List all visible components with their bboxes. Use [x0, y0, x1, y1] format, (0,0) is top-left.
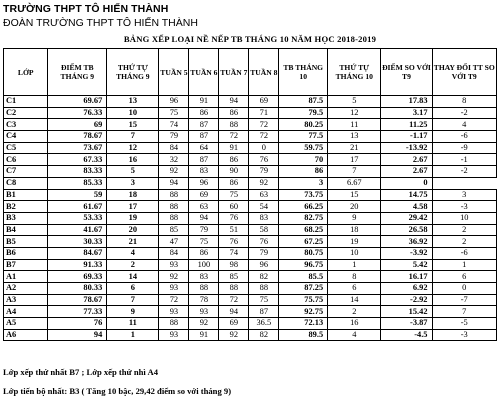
- table-cell: 4.58: [381, 201, 432, 213]
- table-cell: 75.75: [279, 294, 328, 306]
- table-cell: 89.5: [279, 329, 328, 341]
- table-cell: 75: [189, 236, 219, 248]
- table-cell: 85: [159, 224, 189, 236]
- table-cell: 86: [279, 166, 328, 178]
- table-cell: 11.25: [381, 119, 432, 131]
- class-name-cell: B4: [4, 224, 48, 236]
- table-cell: 72: [249, 131, 279, 143]
- table-cell: 15: [328, 189, 381, 201]
- table-cell: 36.92: [381, 236, 432, 248]
- table-cell: 82: [249, 271, 279, 283]
- table-row: [4, 189, 497, 201]
- table-cell: 87.25: [279, 283, 328, 295]
- table-cell: -2.92: [381, 294, 432, 306]
- table-cell: 88: [189, 283, 219, 295]
- table-cell: 63: [189, 201, 219, 213]
- table-cell: 80.25: [279, 119, 328, 131]
- table-cell: 1: [432, 259, 497, 271]
- table-cell: 92: [159, 271, 189, 283]
- table-cell: 7: [107, 131, 159, 143]
- class-name-cell: C7: [4, 166, 48, 178]
- table-cell: 1: [107, 329, 159, 341]
- table-cell: 87: [189, 154, 219, 166]
- table-row: [4, 154, 497, 166]
- col-header: TUẦN 8: [249, 49, 279, 96]
- class-name-cell: A6: [4, 329, 48, 341]
- table-cell: 96: [249, 259, 279, 271]
- table-cell: 0: [249, 142, 279, 154]
- class-name-cell: B3: [4, 212, 48, 224]
- table-cell: 3: [279, 177, 328, 189]
- table-cell: 76.33: [48, 107, 107, 119]
- table-cell: 20: [328, 201, 381, 213]
- col-header: TB THÁNG 10: [279, 49, 328, 96]
- class-name-cell: A4: [4, 306, 48, 318]
- table-cell: 58: [249, 224, 279, 236]
- table-cell: 92: [249, 177, 279, 189]
- table-row: [4, 166, 497, 178]
- table-cell: 59: [48, 189, 107, 201]
- table-row: [4, 271, 497, 283]
- table-cell: -7: [432, 294, 497, 306]
- table-cell: 29.42: [381, 212, 432, 224]
- top-classes-note: Lớp xếp thứ nhất B7 ; Lớp xếp thứ nhì A4: [3, 367, 158, 377]
- table-row: [4, 201, 497, 213]
- table-row: [4, 247, 497, 259]
- table-cell: 91: [219, 142, 249, 154]
- table-cell: 6: [107, 283, 159, 295]
- table-cell: 14: [107, 271, 159, 283]
- table-cell: 92.75: [279, 306, 328, 318]
- col-header: THỨ TỰ THÁNG 9: [107, 49, 159, 96]
- table-cell: -6: [432, 247, 497, 259]
- col-header: THỨ TỰ THÁNG 10: [328, 49, 381, 96]
- table-cell: 17: [107, 201, 159, 213]
- table-cell: 75: [159, 107, 189, 119]
- table-cell: 1: [328, 259, 381, 271]
- table-cell: 5: [328, 96, 381, 108]
- table-cell: 86: [189, 107, 219, 119]
- table-cell: 76: [219, 212, 249, 224]
- table-cell: 16.17: [381, 271, 432, 283]
- class-name-cell: C1: [4, 96, 48, 108]
- table-cell: 96: [189, 177, 219, 189]
- table-cell: 94: [48, 329, 107, 341]
- table-cell: 100: [189, 259, 219, 271]
- class-name-cell: B5: [4, 236, 48, 248]
- table-row: [4, 329, 497, 341]
- table-cell: 94: [159, 177, 189, 189]
- table-cell: 86: [219, 107, 249, 119]
- table-cell: 3: [432, 189, 497, 201]
- table-row: [4, 224, 497, 236]
- table-cell: 17.83: [381, 96, 432, 108]
- col-header: ĐIỂM TB THÁNG 9: [48, 49, 107, 96]
- table-cell: 82.75: [279, 212, 328, 224]
- col-header: TUẦN 7: [219, 49, 249, 96]
- table-cell: 87.5: [279, 96, 328, 108]
- table-cell: 98: [219, 259, 249, 271]
- table-cell: 93: [159, 306, 189, 318]
- class-name-cell: C8: [4, 177, 48, 189]
- table-cell: 2.67: [381, 154, 432, 166]
- class-name-cell: C5: [4, 142, 48, 154]
- class-name-cell: B1: [4, 189, 48, 201]
- table-cell: 69: [219, 318, 249, 330]
- table-cell: 72: [159, 294, 189, 306]
- table-cell: 10: [107, 107, 159, 119]
- table-cell: 96: [159, 96, 189, 108]
- table-cell: 75: [219, 189, 249, 201]
- union-name: ĐOÀN TRƯỜNG THPT TÔ HIẾN THÀNH: [3, 17, 198, 29]
- table-cell: 83: [189, 166, 219, 178]
- table-row: [4, 318, 497, 330]
- table-cell: 2: [432, 224, 497, 236]
- table-cell: 83: [189, 271, 219, 283]
- table-cell: 76: [219, 236, 249, 248]
- table-cell: 86: [189, 247, 219, 259]
- table-cell: 3.17: [381, 107, 432, 119]
- table-cell: 73.75: [279, 189, 328, 201]
- table-cell: 18: [328, 224, 381, 236]
- table-cell: 69: [189, 189, 219, 201]
- table-cell: 9: [328, 212, 381, 224]
- table-cell: 8: [432, 96, 497, 108]
- table-cell: -2: [432, 166, 497, 178]
- table-cell: 93: [159, 329, 189, 341]
- table-cell: 88: [159, 318, 189, 330]
- table-cell: 63: [249, 189, 279, 201]
- class-name-cell: A2: [4, 283, 48, 295]
- table-cell: 93: [159, 259, 189, 271]
- table-cell: 91: [189, 329, 219, 341]
- table-cell: 16: [107, 154, 159, 166]
- table-cell: 13: [328, 131, 381, 143]
- table-cell: 26.58: [381, 224, 432, 236]
- table-cell: -1: [432, 154, 497, 166]
- table-cell: 74: [159, 119, 189, 131]
- table-row: [4, 306, 497, 318]
- table-cell: 92: [219, 329, 249, 341]
- school-name: TRƯỜNG THPT TÔ HIẾN THÀNH: [3, 3, 169, 15]
- table-cell: 91: [189, 96, 219, 108]
- table-row: [4, 119, 497, 131]
- table-cell: 2: [328, 306, 381, 318]
- table-row: [4, 142, 497, 154]
- table-cell: 0: [381, 177, 432, 189]
- table-cell: 14.75: [381, 189, 432, 201]
- table-cell: 13: [107, 96, 159, 108]
- table-cell: 83: [249, 212, 279, 224]
- table-cell: 2.67: [381, 166, 432, 178]
- table-cell: 93: [189, 306, 219, 318]
- table-cell: 53.33: [48, 212, 107, 224]
- table-cell: 21: [107, 236, 159, 248]
- table-cell: 86: [219, 177, 249, 189]
- table-cell: 11: [107, 318, 159, 330]
- table-cell: 87: [189, 119, 219, 131]
- table-cell: 83.33: [48, 166, 107, 178]
- table-cell: 72: [219, 294, 249, 306]
- table-cell: 2: [107, 259, 159, 271]
- table-cell: 69: [249, 96, 279, 108]
- table-cell: 84.67: [48, 247, 107, 259]
- table-cell: 14: [328, 294, 381, 306]
- class-name-cell: B7: [4, 259, 48, 271]
- col-header: TUẦN 5: [159, 49, 189, 96]
- table-cell: 3: [107, 177, 159, 189]
- table-cell: 21: [328, 142, 381, 154]
- table-cell: 32: [159, 154, 189, 166]
- table-row: [4, 259, 497, 271]
- table-cell: 41.67: [48, 224, 107, 236]
- table-cell: 88: [159, 189, 189, 201]
- table-cell: 92: [189, 318, 219, 330]
- table-row: [4, 283, 497, 295]
- table-cell: 80.75: [279, 247, 328, 259]
- table-cell: 72: [249, 119, 279, 131]
- table-cell: 5: [107, 166, 159, 178]
- table-cell: 79: [159, 131, 189, 143]
- table-cell: 2: [432, 236, 497, 248]
- table-cell: 80.33: [48, 283, 107, 295]
- table-cell: 68.25: [279, 224, 328, 236]
- table-cell: 77.33: [48, 306, 107, 318]
- table-cell: 69.33: [48, 271, 107, 283]
- table-cell: 12: [107, 142, 159, 154]
- table-cell: 76: [48, 318, 107, 330]
- table-cell: 17: [328, 154, 381, 166]
- table-cell: 72.13: [279, 318, 328, 330]
- class-name-cell: A5: [4, 318, 48, 330]
- table-cell: 69: [48, 119, 107, 131]
- table-cell: 61.67: [48, 201, 107, 213]
- table-cell: 54: [249, 201, 279, 213]
- col-header: ĐIỂM SO VỚI T9: [381, 49, 432, 96]
- table-cell: -9: [432, 142, 497, 154]
- table-cell: 82: [249, 329, 279, 341]
- table-cell: 10: [328, 247, 381, 259]
- table-cell: -3.92: [381, 247, 432, 259]
- table-cell: 7: [107, 294, 159, 306]
- class-name-cell: C2: [4, 107, 48, 119]
- table-cell: 71: [249, 107, 279, 119]
- table-cell: 9: [107, 306, 159, 318]
- table-cell: 85: [219, 271, 249, 283]
- table-cell: 87: [189, 131, 219, 143]
- table-row: [4, 177, 497, 189]
- table-cell: 4: [107, 247, 159, 259]
- table-cell: 96.75: [279, 259, 328, 271]
- table-cell: 84: [159, 142, 189, 154]
- table-cell: 59.75: [279, 142, 328, 154]
- table-row: [4, 107, 497, 119]
- col-header: TUẦN 6: [189, 49, 219, 96]
- table-cell: 4: [328, 329, 381, 341]
- table-cell: 72: [219, 131, 249, 143]
- table-cell: 76: [249, 154, 279, 166]
- table-cell: -6: [432, 131, 497, 143]
- table-cell: 94: [219, 306, 249, 318]
- table-cell: 94: [219, 96, 249, 108]
- table-cell: 7: [328, 166, 381, 178]
- table-row: [4, 131, 497, 143]
- table-cell: -4.5: [381, 329, 432, 341]
- table-cell: -2: [432, 107, 497, 119]
- table-cell: 16: [328, 318, 381, 330]
- table-cell: 64: [189, 142, 219, 154]
- table-cell: 47: [159, 236, 189, 248]
- most-improved-note: Lớp tiến bộ nhất: B3 ( Tăng 10 bậc, 29,42 điểm so với tháng 9): [3, 386, 232, 396]
- table-cell: 88: [219, 119, 249, 131]
- class-name-cell: B2: [4, 201, 48, 213]
- table-cell: 87: [249, 306, 279, 318]
- table-cell: 0: [432, 283, 497, 295]
- table-row: [4, 236, 497, 248]
- table-cell: 75: [249, 294, 279, 306]
- table-header-row: [4, 49, 497, 96]
- table-cell: 51: [219, 224, 249, 236]
- table-cell: 5.42: [381, 259, 432, 271]
- table-cell: 77.5: [279, 131, 328, 143]
- table-cell: 79: [189, 224, 219, 236]
- table-cell: -13.92: [381, 142, 432, 154]
- table-row: [4, 212, 497, 224]
- class-name-cell: C4: [4, 131, 48, 143]
- table-cell: 67.33: [48, 154, 107, 166]
- table-cell: 15: [107, 119, 159, 131]
- table-cell: 69.67: [48, 96, 107, 108]
- table-row: [4, 96, 497, 108]
- table-cell: -3: [432, 329, 497, 341]
- table-cell: 88: [219, 283, 249, 295]
- table-cell: 6.92: [381, 283, 432, 295]
- table-cell: 19: [107, 212, 159, 224]
- table-cell: 78: [189, 294, 219, 306]
- class-name-cell: A1: [4, 271, 48, 283]
- table-cell: -5: [432, 318, 497, 330]
- table-cell: 93: [159, 283, 189, 295]
- table-cell: 79.5: [279, 107, 328, 119]
- table-cell: 12: [328, 107, 381, 119]
- table-cell: 85.33: [48, 177, 107, 189]
- table-cell: 10: [432, 212, 497, 224]
- table-cell: 79: [249, 166, 279, 178]
- table-cell: 67.25: [279, 236, 328, 248]
- class-name-cell: B6: [4, 247, 48, 259]
- table-cell: 6.67: [328, 177, 381, 189]
- table-cell: 88: [159, 212, 189, 224]
- ranking-table: [3, 48, 497, 341]
- table-cell: 7: [432, 306, 497, 318]
- table-cell: 88: [159, 201, 189, 213]
- table-cell: 36.5: [249, 318, 279, 330]
- table-cell: 6: [432, 271, 497, 283]
- table-cell: 78.67: [48, 131, 107, 143]
- col-header: LỚP: [4, 49, 48, 96]
- table-cell: 19: [328, 236, 381, 248]
- table-cell: 94: [189, 212, 219, 224]
- table-cell: 78.67: [48, 294, 107, 306]
- table-cell: 60: [219, 201, 249, 213]
- table-cell: 74: [219, 247, 249, 259]
- table-cell: 76: [249, 236, 279, 248]
- table-cell: 88: [249, 283, 279, 295]
- table-cell: 92: [159, 166, 189, 178]
- table-cell: 85.5: [279, 271, 328, 283]
- table-cell: 11: [328, 119, 381, 131]
- table-row: [4, 294, 497, 306]
- table-cell: 30.33: [48, 236, 107, 248]
- table-cell: 20: [107, 224, 159, 236]
- table-cell: -1.17: [381, 131, 432, 143]
- class-name-cell: C3: [4, 119, 48, 131]
- table-cell: -3.87: [381, 318, 432, 330]
- table-cell: 90: [219, 166, 249, 178]
- table-cell: 6: [328, 283, 381, 295]
- table-cell: 18: [107, 189, 159, 201]
- table-cell: 73.67: [48, 142, 107, 154]
- table-body: [4, 96, 497, 341]
- class-name-cell: A3: [4, 294, 48, 306]
- table-cell: 84: [159, 247, 189, 259]
- table-cell: 79: [249, 247, 279, 259]
- table-cell: -3: [432, 201, 497, 213]
- table-cell: 70: [279, 154, 328, 166]
- class-name-cell: C6: [4, 154, 48, 166]
- page-title: BẢNG XẾP LOẠI NỀ NẾP TB THÁNG 10 NĂM HỌC 2018-2019: [123, 34, 377, 44]
- table-cell: 86: [219, 154, 249, 166]
- table-cell: 8: [328, 271, 381, 283]
- table-cell: 91.33: [48, 259, 107, 271]
- col-header: THAY ĐỔI TT SO VỚI T9: [432, 49, 497, 96]
- table-cell: 66.25: [279, 201, 328, 213]
- table-cell: 4: [432, 119, 497, 131]
- table-cell: 15.42: [381, 306, 432, 318]
